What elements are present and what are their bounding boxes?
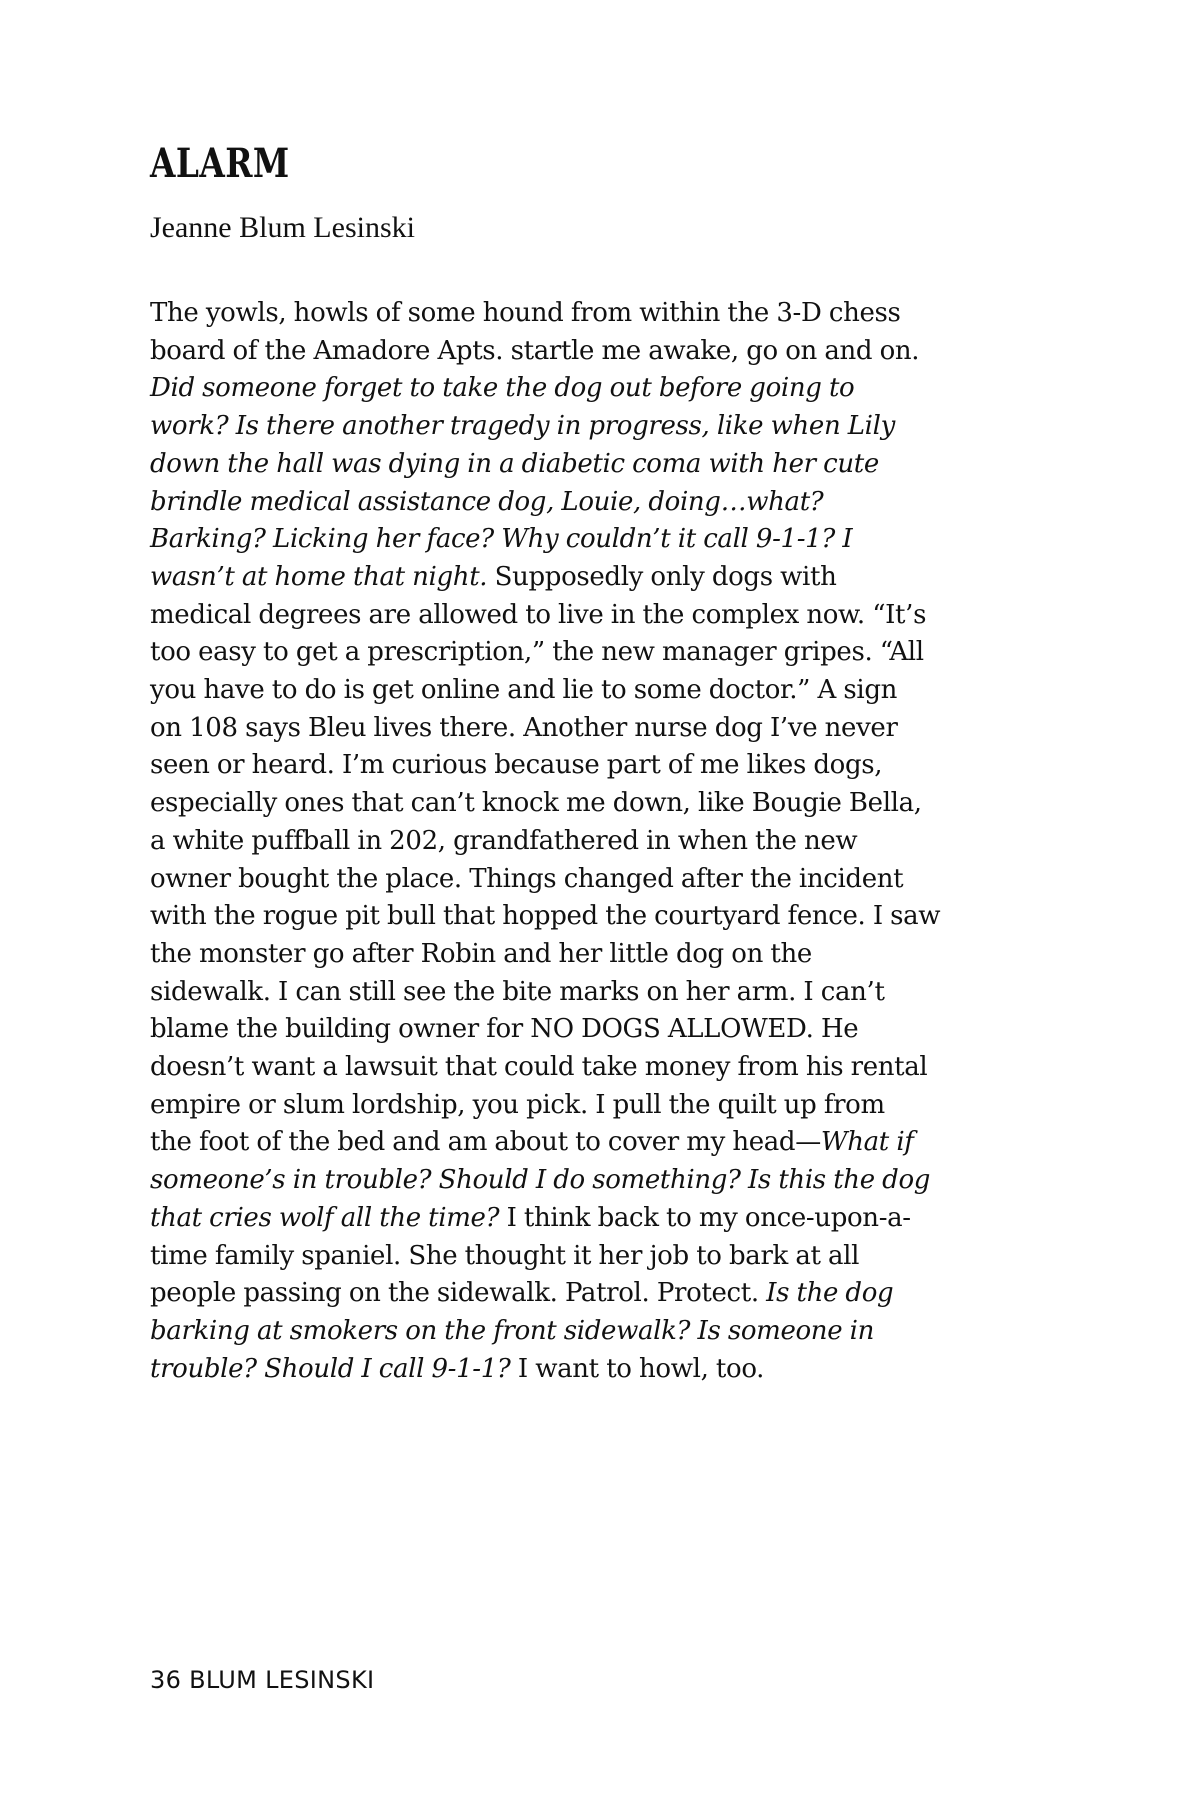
italic-text-segment: brindle medical assistance dog, Louie, doing…what? [150, 486, 824, 517]
italic-text-segment: barking at smokers on the front sidewalk? Is someone in [150, 1315, 875, 1346]
text-segment: medical degrees are allowed to live in the complex now. “It’s [150, 599, 927, 630]
body-line [150, 898, 1060, 936]
body-line [150, 1011, 1060, 1049]
italic-text-segment: down the hall was dying in a diabetic coma with her cute [150, 448, 879, 479]
body-line [150, 823, 1060, 861]
text-segment: I want to howl, too. [510, 1353, 765, 1384]
body-text [150, 295, 1060, 1388]
page-footer: 36 BLUM LESINSKI [150, 1666, 375, 1694]
body-line [150, 333, 1060, 371]
text-segment: you have to do is get online and lie to some doctor.” A sign [150, 675, 898, 706]
body-line [150, 1162, 1060, 1200]
italic-text-segment: Is the dog [766, 1278, 894, 1309]
text-segment: too easy to get a prescription,” the new manager gripes. “All [150, 637, 924, 668]
text-segment: on 108 says Bleu lives there. Another nurse dog I’ve never [150, 712, 898, 743]
italic-text-segment: What if [820, 1127, 914, 1158]
text-segment: empire or slum lordship, you pick. I pull the quilt up from [150, 1089, 885, 1120]
text-segment: I think back to my once-upon-a- [499, 1202, 911, 1233]
body-line [150, 484, 1060, 522]
italic-text-segment: Did someone forget to take the dog out before going to [150, 373, 855, 404]
italic-text-segment: work? Is there another tragedy in progress, like when Lily [150, 411, 895, 442]
body-line [150, 861, 1060, 899]
body-line [150, 1238, 1060, 1276]
italic-text-segment: wasn’t at home that night. [150, 561, 488, 592]
body-line [150, 974, 1060, 1012]
text-segment: board of the Amadore Apts. startle me awake, go on and on. [150, 335, 920, 366]
text-segment: sidewalk. I can still see the bite marks on her arm. I can’t [150, 976, 885, 1007]
body-line [150, 1200, 1060, 1238]
text-segment: a white puffball in 202, grandfathered in when the new [150, 825, 858, 856]
italic-text-segment: trouble? Should I call 9-1-1? [150, 1353, 511, 1384]
body-line [150, 1124, 1060, 1162]
body-line [150, 1049, 1060, 1087]
text-segment: with the rogue pit bull that hopped the courtyard fence. I saw [150, 901, 941, 932]
text-segment: time family spaniel. She thought it her job to bark at all [150, 1240, 860, 1271]
body-line [150, 295, 1060, 333]
text-segment: seen or heard. I’m curious because part of me likes dogs, [150, 750, 883, 781]
body-line [150, 747, 1060, 785]
italic-text-segment: that cries wolf all the time? [150, 1202, 500, 1233]
author-name: Jeanne Blum Lesinski [150, 211, 415, 244]
body-line [150, 521, 1060, 559]
text-segment: Supposedly only dogs with [487, 561, 837, 592]
body-line [150, 672, 1060, 710]
poem-title: ALARM [150, 140, 290, 187]
body-line [150, 1351, 1060, 1389]
text-segment: The yowls, howls of some hound from within the 3-D chess [150, 298, 901, 328]
italic-text-segment: Barking? Licking her face? Why couldn’t it call 9-1-1? I [150, 524, 853, 555]
text-segment: people passing on the sidewalk. Patrol. Protect. [150, 1278, 767, 1309]
body-line [150, 710, 1060, 748]
body-line [150, 446, 1060, 484]
body-line [150, 634, 1060, 672]
text-segment: doesn’t want a lawsuit that could take money from his rental [150, 1052, 928, 1083]
body-line [150, 1313, 1060, 1351]
body-line [150, 370, 1060, 408]
text-segment: the monster go after Robin and her little dog on the [150, 938, 812, 969]
body-line [150, 785, 1060, 823]
body-line [150, 1275, 1060, 1313]
text-segment: the foot of the bed and am about to cover my head— [150, 1127, 821, 1158]
body-line [150, 1087, 1060, 1125]
body-line [150, 408, 1060, 446]
body-line [150, 559, 1060, 597]
body-line [150, 936, 1060, 974]
italic-text-segment: someone’s in trouble? Should I do something? Is this the dog [150, 1165, 931, 1196]
body-line [150, 597, 1060, 635]
text-segment: owner bought the place. Things changed after the incident [150, 863, 904, 894]
text-segment: blame the building owner for NO DOGS ALLOWED. He [150, 1014, 859, 1045]
text-segment: especially ones that can’t knock me down, like Bougie Bella, [150, 788, 922, 819]
